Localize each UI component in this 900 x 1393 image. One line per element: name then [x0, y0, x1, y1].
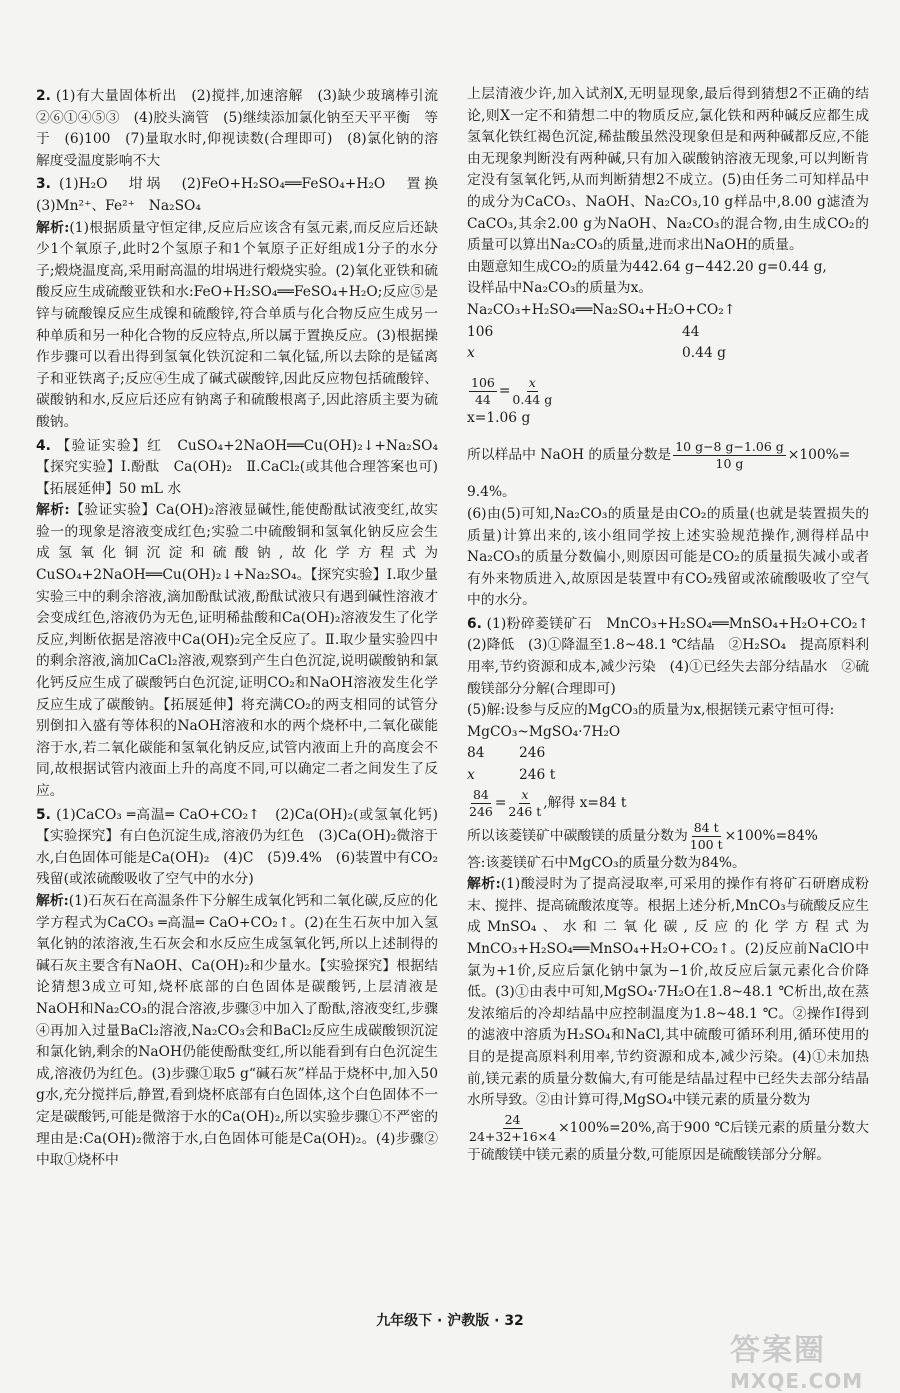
ratio-value: 84 [467, 745, 485, 762]
mass-value: 246 t [519, 767, 556, 784]
numerator: x [528, 374, 536, 390]
answer-5 [36, 805, 452, 891]
question-number: 3. [36, 176, 51, 193]
text: ×100%= [787, 447, 851, 464]
ratio-value: 106 [467, 323, 494, 340]
equation-1: Na₂CO₃+H₂SO₄══Na₂SO₄+H₂O+CO₂↑ [467, 301, 736, 318]
analysis-label: 解析: [467, 876, 501, 893]
equation-1-ratios [467, 322, 869, 344]
fraction [512, 375, 552, 408]
denominator: 100 t [689, 836, 723, 852]
left-column [36, 84, 452, 1172]
analysis-text: (1)石灰石在高温条件下分解生成氧化钙和二氧化碳,反应的化学方程式为CaCO₃ ═高温═ CaO+CO₂↑。(2)在生石灰中加入氢氧化钠的浓溶液,生石灰会和水反应生成氢氧化钙,所以上述制得的碱石灰主要含有NaOH、Ca(OH)₂和少量水。【实验探究】根据结论猜想3成立可知,烧杯底部的白色固体是碳酸钙,上层清液是NaOH和Na₂CO₃的混合溶液,步骤③中加入了酚酞,溶液变红,步骤④再加入过量BaCl₂溶液,Na₂CO₃会和BaCl₂反应生成碳酸钡沉淀和氯化钠,剩余的NaOH仍能使酚酞变红,所以能看到有白色沉淀生成,溶液仍为红色。(3)步骤①取5 g“碱石灰”样品于烧杯中,加入50 g水,充分搅拌后,静置,看到烧杯底部有白色固体,这个白色固体不一定是碳酸钙,可能是微溶于水的Ca(OH)₂,所以实验步骤①不严密的理由是:Ca(OH)₂微溶于水,白色固体可能是Ca(OH)₂。(4)步骤②中取①烧杯中 [36, 892, 439, 1169]
answer-text: (1)粉碎菱镁矿石 MnCO₃+H₂SO₄══MnSO₄+H₂O+CO₂↑ (2)降低 (3)①降温至1.8~48.1 ℃结晶 ②H₂SO₄ 提高原料利用率,节约资源和成本,减少污染 (4)①已经失去部分结晶水 ②硫酸镁部分分解(合理即可) [467, 615, 883, 697]
watermark-url: MXQE.COM [730, 1369, 864, 1393]
co2-mass-line: 由题意知生成CO₂的质量为442.64 g−442.20 g=0.44 g, [467, 258, 827, 275]
equation-2-masses [467, 765, 869, 787]
mass-value: 0.44 g [682, 345, 726, 362]
analysis-text: 【验证实验】Ca(OH)₂溶液显碱性,能使酚酞试液变红,故实验一的现象是溶液变成红色;实验二中硫酸铜和氢氧化钠反应会生成氢氧化铜沉淀和硫酸钠,故化学方程式为CuSO₄+2NaOH══Cu(OH)₂↓+Na₂SO₄。【探究实验】Ⅰ.取少量实验三中的剩余溶液,滴加酚酞试液,酚酞试液只有遇到碱性溶液才会变成红色,溶液仍为无色,证明稀盐酸和Ca(OH)₂溶液发生了化学反应,判断依据是溶液中Ca(OH)₂完全反应了。Ⅱ.取少量实验四中的剩余溶液,滴加CaCl₂溶液,观察到产生白色沉淀,说明碳酸钠和氯化钙反应生成了碳酸钙白色沉淀,证明CO₂和NaOH溶液发生化学反应生成了碳酸钠。【拓展延伸】将充满CO₂的两支相同的试管分别倒扣入盛有等体积的NaOH溶液和水的两个烧杯中,二氧化碳能溶于水,若二氧化碳能和氢氧化钠反应,试管内液面上升的高度会不同,故根据试管内液面上升的高度不同,可以确定二者之间发生了反应。 [36, 502, 438, 799]
fraction [469, 1112, 556, 1145]
analysis-text: (1)根据质量守恒定律,反应后应该含有氢元素,而反应后还缺少1个氧原子,此时2个氢原子和1个氧原子正好组成1分子的水分子;煅烧温度高,采用耐高温的坩埚进行煅烧实验。(2)氧化亚铁和硫酸反应生成硫酸亚铁和水:FeO+H₂SO₄══FeSO₄+H₂O;反应⑤是锌与硫酸镍反应生成镍和硫酸锌,符合单质与化合物反应生成另一种单质和另一种化合物的反应特点,所以属于置换反应。(3)根据操作步骤可以看出得到氢氧化铁沉淀和二氧化锰,所以去除的是锰离子和亚铁离子;反应④生成了碱式碳酸锌,因此反应物包括硫酸锌、碳酸钠和水,反应后还应有钠离子和硫酸根离子,因此溶质主要为硫酸钠。 [36, 219, 438, 430]
proportion-1: $\frac{106}{44}$ = $\frac{x}{0.44 g}$ [471, 374, 553, 407]
analysis-4 [36, 500, 438, 802]
numerator: 24 [504, 1111, 521, 1127]
answer-6 [467, 614, 883, 700]
result-1: x=1.06 g [467, 409, 531, 426]
analysis-6 [467, 874, 869, 1112]
analysis-label: 解析: [36, 219, 70, 236]
denominator: 10 g [715, 456, 744, 472]
analysis-label: 解析: [36, 502, 70, 519]
denominator: 44 [474, 391, 491, 407]
denominator: 0.44 g [512, 391, 553, 407]
watermark-title: 答案圈 [730, 1333, 826, 1368]
ratio-value: 44 [682, 323, 700, 340]
naoh-result: 9.4%。 [467, 484, 516, 501]
mg-fraction-line [467, 1112, 869, 1167]
analysis-5-part6: (6)由(5)可知,Na₂CO₃的质量是由CO₂的质量(也就是装置损失的质量)计算出来的,该小组同学按上述实验规范操作,测得样品中Na₂CO₃的质量分数偏小,则原因可能是CO₂的质量损失减小或者有外来物质进入,故原因是装置中有CO₂残留或浓硫酸吸收了空气中的水分。 [467, 505, 869, 609]
denominator: 246 t [508, 803, 542, 819]
numerator: 84 t [693, 819, 719, 835]
analysis-label: 解析: [36, 892, 69, 909]
text: ×100%=84% [724, 827, 818, 844]
numerator: 106 [471, 374, 495, 390]
answer-text: (1)CaCO₃ ═高温═ CaO+CO₂↑ (2)Ca(OH)₂(或氢氧化钙) 【实验探究】有白色沉淀生成,溶液仍为红色 (3)Ca(OH)₂微溶于水,白色固体可能是Ca(OH)₂ (4)C (5)9.4% (6)装置中有CO₂残留(或浓硫酸吸收了空气中的水分) [36, 806, 452, 888]
answer-text: 【验证实验】红 CuSO₄+2NaOH══Cu(OH)₂↓+Na₂SO₄ 【探究实验】Ⅰ.酚酞 Ca(OH)₂ Ⅱ.CaCl₂(或其他合理答案也可) 【拓展延伸】50 mL 水 [36, 437, 452, 497]
analysis-text: (1)酸浸时为了提高浸取率,可采用的操作有将矿石研磨成粉末、搅拌、提高硫酸浓度等。根据上述分析,MnCO₃与硫酸反应生成MnSO₄、水和二氧化碳,反应的化学方程式为MnCO₃+H₂SO₄══MnSO₄+H₂O+CO₂↑。(2)反应前NaClO中氯为+1价,反应后氯化钠中氯为−1价,故反应后氯元素化合价降低。(3)①由表中可知,MgSO₄·7H₂O在1.8~48.1 ℃析出,故在蒸发浓缩后的冷却结晶中应控制温度为1.8~48.1 ℃。②操作Ⅰ得到的滤液中溶质为H₂SO₄和NaCl,其中硫酸可循环利用,循环使用的目的是提高原料利用率,节约资源和成本,减少污染。(4)①未加热前,镁元素的质量分数偏大,有可能是结晶过程中已经失去部分结晶水所导致。②由计算可得,MgSO₄中镁元素的质量分数为 [467, 876, 869, 1109]
right-column [467, 84, 883, 1166]
answer-4 [36, 436, 452, 501]
answer-6-part5: (5)解:设参与反应的MgCO₃的质量为x,根据镁元素守恒可得: [467, 702, 835, 719]
fraction [508, 787, 541, 820]
naoh-fraction-line [467, 439, 869, 472]
proportion-2: $\frac{84}{246}$ = $\frac{x}{246 t}$ ,解得 x=84 t [469, 786, 627, 819]
numerator: 84 [472, 786, 489, 802]
ratio-value: 246 [519, 745, 546, 762]
answer-text: (1)H₂O 坩埚 (2)FeO+H₂SO₄══FeSO₄+H₂O 置换 (3)Mn²⁺、Fe²⁺ Na₂SO₄ [36, 176, 452, 214]
question-number: 6. [467, 615, 482, 632]
fraction [469, 787, 493, 820]
text: ,解得 x=84 t [543, 794, 627, 811]
denominator: 24+32+16×4 [469, 1128, 557, 1144]
denominator: 246 [469, 803, 493, 819]
question-number: 2. [36, 88, 51, 104]
equation-1-masses [467, 343, 869, 365]
mass-value: x [467, 345, 475, 362]
analysis-5-continued: 上层清液少许,加入试剂X,无明显现象,最后得到猜想2不正确的结论,则X一定不和猜想二中的物质反应,氯化铁和两种碱反应都生成氢氧化铁红褐色沉淀,稀盐酸虽然没现象但是和两种碱都反应,不能由无现象判断没有两种碱,只有加入碳酸钠溶液无现象,可以判断肯定没有氢氧化钙,从而判断猜想2不成立。(5)由任务二可知样品中的成分为CaCO₃、NaOH、Na₂CO₃,10 g样品中,8.00 g滤渣为CaCO₃,其余2.00 g为NaOH、Na₂CO₃的混合物,由生成CO₂的质量可以算出Na₂CO₃的质量,进而求出NaOH的质量。 [467, 86, 869, 254]
answer-statement: 答:该菱镁矿石中MgCO₃的质量分数为84%。 [467, 854, 746, 871]
fraction [673, 439, 786, 472]
text: 所以样品中 NaOH 的质量分数是 [467, 447, 672, 464]
mass-value: x [467, 767, 475, 784]
equation-2-ratios [467, 743, 869, 765]
mgco3-fraction-line [467, 820, 869, 853]
text: 所以该菱镁矿中碳酸镁的质量分数为 [467, 827, 688, 844]
answer-3 [36, 174, 452, 217]
answer-2 [36, 86, 452, 172]
question-number: 5. [36, 806, 51, 823]
page-footer: 九年级下 · 沪教版 · 32 [376, 1313, 524, 1329]
numerator: x [521, 786, 529, 802]
analysis-3 [36, 218, 438, 434]
numerator: 10 g−8 g−1.06 g [675, 439, 784, 455]
question-number: 4. [36, 437, 51, 454]
analysis-5 [36, 891, 438, 1172]
fraction [690, 820, 723, 853]
text: ×100%=20%,高于900 ℃后镁元素的质量分数大于硫酸镁中镁元素的质量分数,可能原因是硫酸镁部分分解。 [467, 1119, 869, 1163]
equation-2: MgCO₃~MgSO₄·7H₂O [467, 723, 621, 740]
fraction [469, 375, 497, 408]
watermark-logo [730, 1325, 880, 1393]
answer-text: (1)有大量固体析出 (2)搅拌,加速溶解 (3)缺少玻璃棒引流 ②⑥①④⑤③ (4)胶头滴管 (5)继续添加氯化钠至天平平衡 等于 (6)100 (7)量取水时,仰视读数(合理即可) (8)氯化钠的溶解度受温度影响不大 [36, 88, 452, 169]
assumption-line: 设样品中Na₂CO₃的质量为x。 [467, 280, 653, 297]
